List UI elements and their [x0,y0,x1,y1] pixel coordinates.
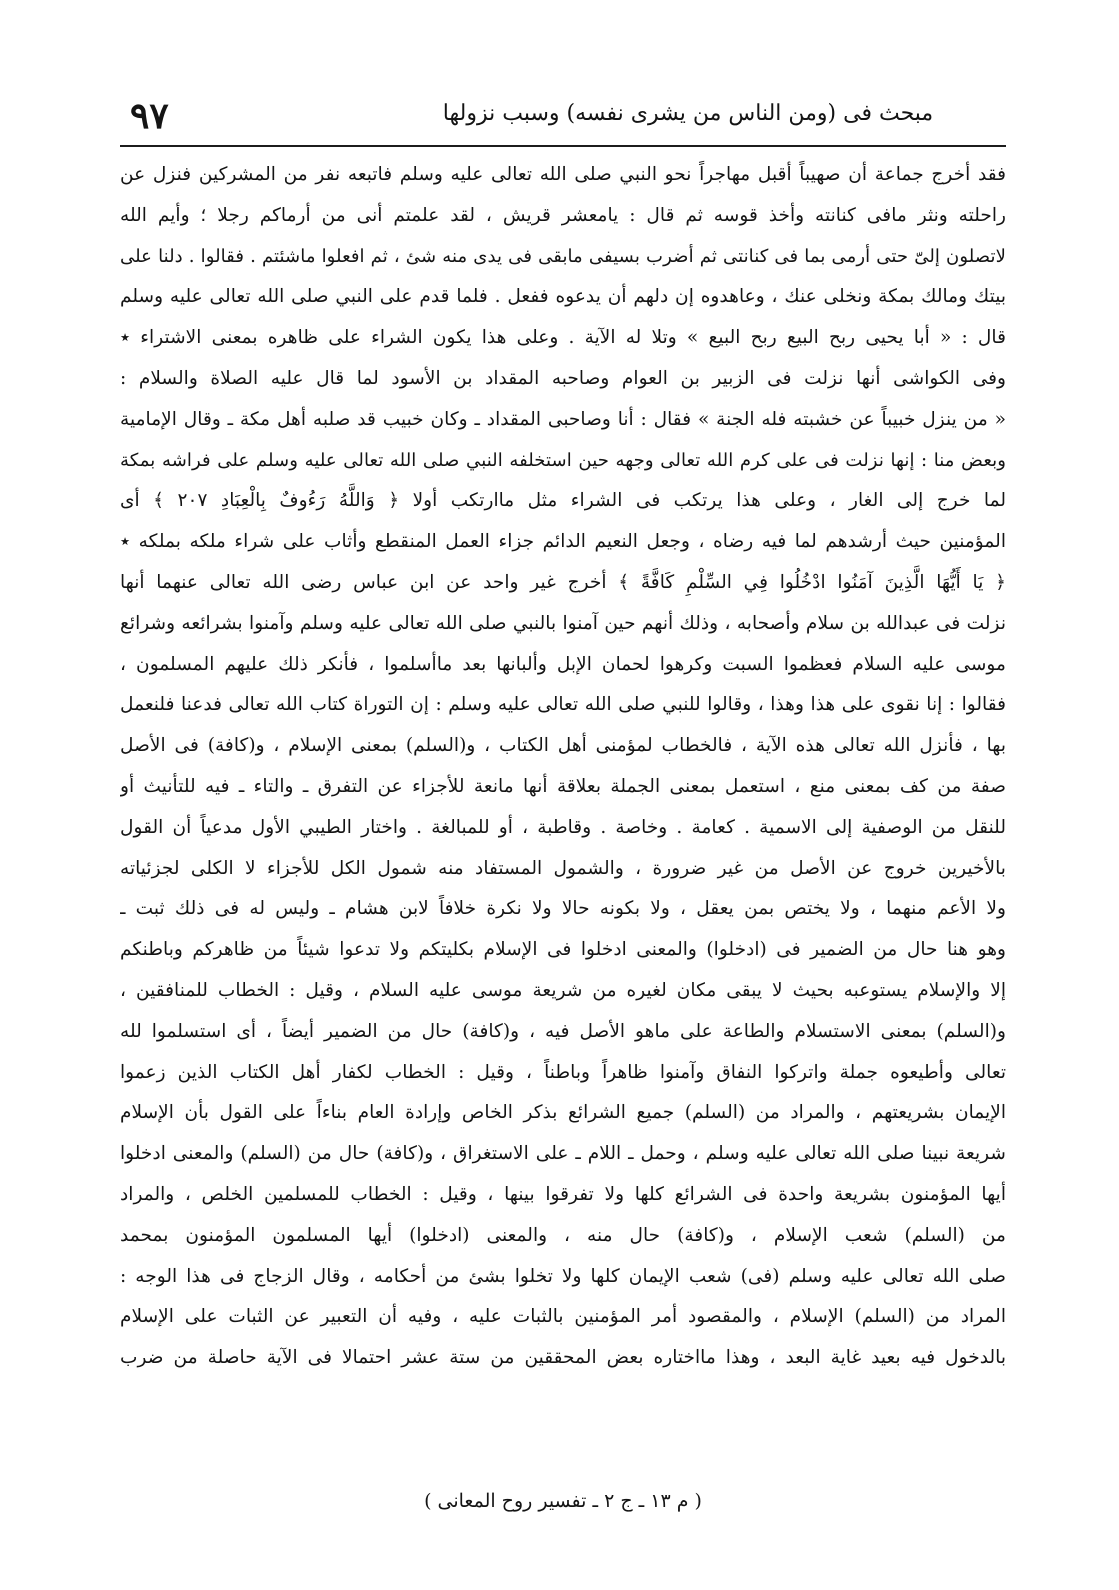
text-line: بيتك ومالك بمكة ونخلى عنك ، وعاهدوه إن دلهم أن يدعوه ففعل . فلما قدم على النبي صلى الله تعالى عليه وسلم [120,286,1006,308]
text-line: نزلت فى عبدالله بن سلام وأصحابه ، وذلك أنهم حين آمنوا بالنبي صلى الله تعالى عليه وسلم وآمنوا بشرائعه وشرائع [120,612,1006,634]
text-line: شريعة نبينا صلى الله تعالى عليه وسلم ، وحمل ـ اللام ـ على الاستغراق ، و(كافة) حال من (السلم) والمعنى ادخلوا [120,1143,1006,1165]
body-text [120,155,1006,1379]
text-line: أيها المؤمنون بشريعة واحدة فى الشرائع كلها ولا تفرقوا بينها ، وقيل : الخطاب للمسلمين الخلص ، والمراد [120,1183,1006,1205]
text-line: وفى الكواشى أنها نزلت فى الزبير بن العوام وصاحبه المقداد بن الأسود لما قال عليه الصلاة والسلام : [120,367,1006,389]
text-line: الإيمان بشريعتهم ، والمراد من (السلم) جميع الشرائع بذكر الخاص وإرادة العام بناءاً على القول بأن الإسلام [120,1102,1006,1124]
page-footer: ( م ١٣ ـ ج ٢ ـ تفسير روح المعانى ) [424,1490,702,1512]
text-line: راحلته ونثر مافى كنانته وأخذ قوسه ثم قال : يامعشر قريش ، لقد علمتم أنى من أرماكم رجلا ؛ وأيم الله [120,204,1006,226]
text-line: بالأخيرين خروج عن الأصل من غير ضرورة ، والشمول المستفاد منه شمول الكل للأجزاء لا الكلى لجزئياته [120,857,1006,879]
text-line: من (السلم) شعب الإسلام ، و(كافة) حال منه ، والمعنى (ادخلوا) أيها المسلمون المؤمنون بمحمد [120,1224,1006,1246]
text-line: صفة من كف بمعنى منع ، استعمل بمعنى الجملة بعلاقة أنها مانعة للأجزاء عن التفرق ـ والتاء ـ فيه للتأنيث أو [120,775,1006,797]
text-line: المؤمنين حيث أرشدهم لما فيه رضاه ، وجعل النعيم الدائم جزاء العمل المنقطع وأثاب على شراء ملكه بملكه ٭ [120,531,1006,553]
text-line: ولا الأعم منهما ، ولا يختص بمن يعقل ، ولا بكونه حالا ولا نكرة خلافاً لابن هشام ـ وليس له فى ذلك ثبت ـ [120,898,1006,920]
text-line: قال : « أبا يحيى ربح البيع ربح البيع » وتلا له الآية . وعلى هذا يكون الشراء على ظاهره بمعنى الاشتراء ٭ [120,327,1006,349]
text-line: لاتصلون إلىّ حتى أرمى بما فى كنانتى ثم أضرب بسيفى مابقى فى يدى منه شئ ، ثم افعلوا ماشئتم . فقالوا . دلنا على [120,245,1006,267]
text-line: « من ينزل خبيباً عن خشبته فله الجنة » فقال : أنا وصاحبى المقداد ـ وكان خبيب قد صلبه أهل مكة ـ وقال الإمامية [120,408,1006,430]
text-line: وهو هنا حال من الضمير فى (ادخلوا) والمعنى ادخلوا فى الإسلام بكليتكم ولا تدعوا شيئاً من ظاهركم وباطنكم [120,939,1006,961]
header-rule [120,145,1006,147]
text-line: تعالى وأطيعوه جملة واتركوا النفاق وآمنوا ظاهراً وباطناً ، وقيل : الخطاب لكفار أهل الكتاب الذين زعموا [120,1061,1006,1083]
text-line: فقالوا : إنا نقوى على هذا وهذا ، وقالوا للنبي صلى الله تعالى عليه وسلم : إن التوراة كتاب الله تعالى فدعنا فلنعمل [120,694,1006,716]
text-line: إلا والإسلام يستوعبه بحيث لا يبقى مكان لغيره من شريعة موسى عليه السلام ، وقيل : الخطاب للمنافقين ، [120,979,1006,1001]
text-line: لما خرج إلى الغار ، وعلى هذا يرتكب فى الشراء مثل ماارتكب أولا ﴿ وَاللَّهُ رَءُوفٌ بِالْعِبَادِ ٢٠٧ ﴾ أى [120,490,1006,512]
text-line: للنقل من الوصفية إلى الاسمية . كعامة . وخاصة . وقاطبة ، أو للمبالغة . واختار الطيبي الأول مدعياً أن القول [120,816,1006,838]
text-line: بها ، فأنزل الله تعالى هذه الآية ، فالخطاب لمؤمنى أهل الكتاب ، و(السلم) بمعنى الإسلام ، و(كافة) فى الأصل [120,735,1006,757]
text-line: فقد أخرج جماعة أن صهيباً أقبل مهاجراً نحو النبي صلى الله تعالى عليه وسلم فاتبعه نفر من المشركين فنزل عن [120,164,1006,185]
running-title: مبحث فى (ومن الناس من يشرى نفسه) وسبب نزولها [442,101,934,126]
document-page [120,95,1006,1545]
page-header [120,95,1006,143]
text-line: صلى الله تعالى عليه وسلم (فى) شعب الإيمان كلها ولا تخلوا بشئ من أحكامه ، وقال الزجاج فى هذا الوجه : [120,1265,1006,1287]
text-line: بالدخول فيه بعيد غاية البعد ، وهذا مااختاره بعض المحققين من ستة عشر احتمالا فى الآية حاصلة من ضرب [120,1347,1006,1369]
text-line: ﴿ يَا أَيُّهَا الَّذِينَ آمَنُوا ادْخُلُوا فِي السِّلْمِ كَافَّةً ﴾ أخرج غير واحد عن ابن عباس رضى الله تعالى عنهما أنها [120,571,1006,593]
text-line: موسى عليه السلام فعظموا السبت وكرهوا لحمان الإبل وألبانها بعد ماأسلموا ، فأنكر ذلك عليهم المسلمون ، [120,653,1006,675]
text-line: و(السلم) بمعنى الاستسلام والطاعة على ماهو الأصل فيه ، و(كافة) حال من الضمير أيضاً ، أى استسلموا لله [120,1020,1006,1042]
text-line: وبعض منا : إنها نزلت فى على كرم الله تعالى وجهه حين استخلفه النبي صلى الله تعالى عليه وسلم على فراشه بمكة [120,449,1006,471]
page-number: ٩٧ [130,95,169,137]
text-line: المراد من (السلم) الإسلام ، والمقصود أمر المؤمنين بالثبات عليه ، وفيه أن التعبير عن الثبات على الإسلام [120,1306,1006,1328]
